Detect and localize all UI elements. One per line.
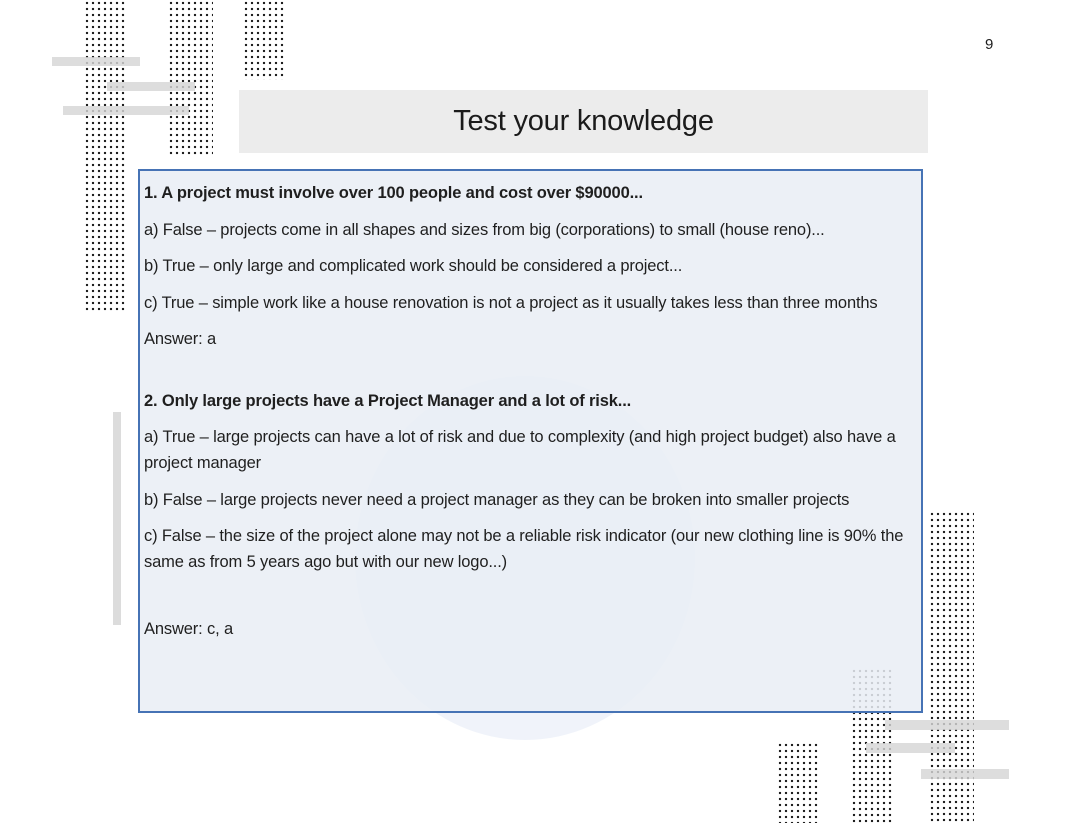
question-1: 1. A project must involve over 100 people and cost over $90000... <box>144 184 643 202</box>
accent-bar-left-vertical <box>113 412 121 625</box>
page-number: 9 <box>985 36 994 53</box>
question-1-option-b: b) True – only large and complicated work should be considered a project... <box>144 257 683 276</box>
accent-bar-top-left-3 <box>63 106 189 115</box>
question-2: 2. Only large projects have a Project Manager and a lot of risk... <box>144 391 632 410</box>
question-2-option-b: b) False – large projects never need a project manager as they can be broken into smaller projects <box>144 490 850 509</box>
accent-bar-top-left-1 <box>52 57 140 66</box>
accent-bar-top-left-2 <box>107 82 195 91</box>
accent-bar-bottom-right-1 <box>885 720 1009 730</box>
title-banner <box>239 90 928 153</box>
accent-bar-bottom-right-2 <box>866 743 955 753</box>
question-2-option-a: a) True – large projects can have a lot of risk and due to complexity (and high project budget) also have a project manager <box>144 428 896 472</box>
question-2-option-c: c) False – the size of the project alone may not be a reliable risk indicator (our new clothing line is 90% the same as from 5 years ago but with our new logo...) <box>144 527 904 571</box>
question-1-option-a: a) False – projects come in all shapes and sizes from big (corporations) to small (house reno)... <box>144 220 825 239</box>
slide-title: Test your knowledge <box>453 105 714 137</box>
question-1-answer: Answer: a <box>144 330 217 349</box>
question-1-option-c: c) True – simple work like a house renovation is not a project as it usually takes less than three months <box>144 293 878 312</box>
halftone-dots-top-left-3 <box>243 0 285 80</box>
question-2-answer: Answer: c, a <box>144 620 233 639</box>
accent-bar-bottom-right-3 <box>921 769 1009 779</box>
halftone-dots-top-left-2 <box>168 0 213 155</box>
quiz-box <box>138 169 923 713</box>
halftone-dots-top-left-1 <box>84 0 127 313</box>
halftone-dots-bottom-right-3 <box>777 742 819 823</box>
